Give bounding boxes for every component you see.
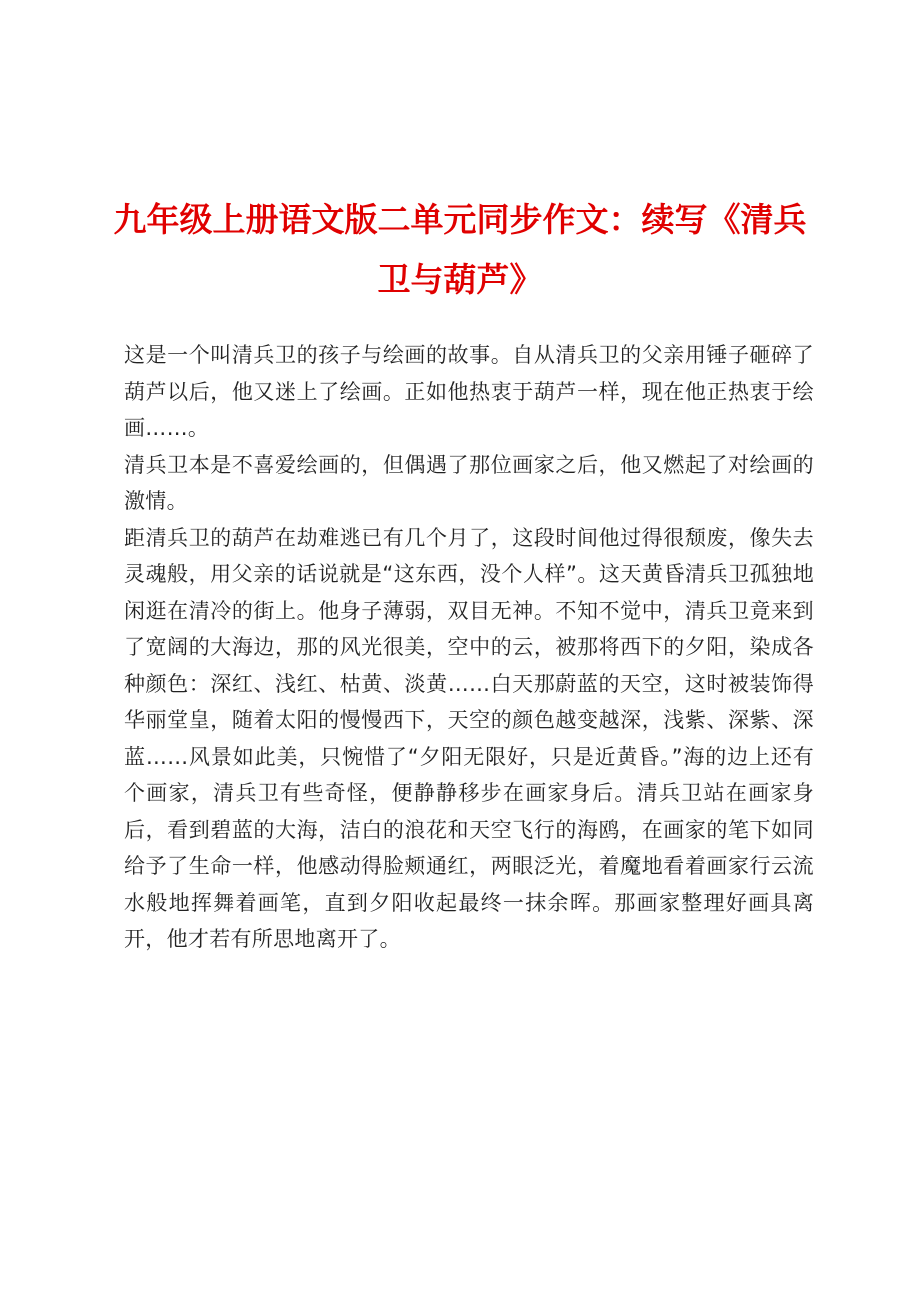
paragraph-1: 这是一个叫清兵卫的孩子与绘画的故事。自从清兵卫的父亲用锤子砸碎了葫芦以后，他又迷上了绘画。正如他热衷于葫芦一样，现在他正热衷于绘画……。: [124, 343, 814, 440]
paragraph-2: 清兵卫本是不喜爱绘画的，但偶遇了那位画家之后，他又燃起了对绘画的激情。: [124, 452, 814, 513]
document-title: 九年级上册语文版二单元同步作文：续写《清兵卫与葫芦》: [113, 200, 807, 299]
paragraph-3: 距清兵卫的葫芦在劫难逃已有几个月了，这段时间他过得很颓废，像失去灵魂般，用父亲的话说就是“这东西，没个人样”。这天黄昏清兵卫孤独地闲逛在清冷的街上。他身子薄弱，双目无神。不知不觉中，清兵卫竟来到了宽阔的大海边，那的风光很美，空中的云，被那将西下的夕阳，染成各种颜色：深红、浅红、枯黄、淡黄……白天那蔚蓝的天空，这时被装饰得华丽堂皇，随着太阳的慢慢西下，天空的颜色越变越深，浅紫、深紫、深蓝……风景如此美，只惋惜了“夕阳无限好，只是近黄昏。”海的边上还有个画家，清兵卫有些奇怪，便静静移步在画家身后。清兵卫站在画家身后，看到碧蓝的大海，洁白的浪花和天空飞行的海鸥，在画家的笔下如同给予了生命一样，他感动得脸颊通红，两眼泛光，着魔地看着画家行云流水般地挥舞着画笔，直到夕阳收起最终一抹余晖。那画家整理好画具离开，他才若有所思地离开了。: [124, 525, 814, 951]
document-body: [124, 337, 814, 958]
